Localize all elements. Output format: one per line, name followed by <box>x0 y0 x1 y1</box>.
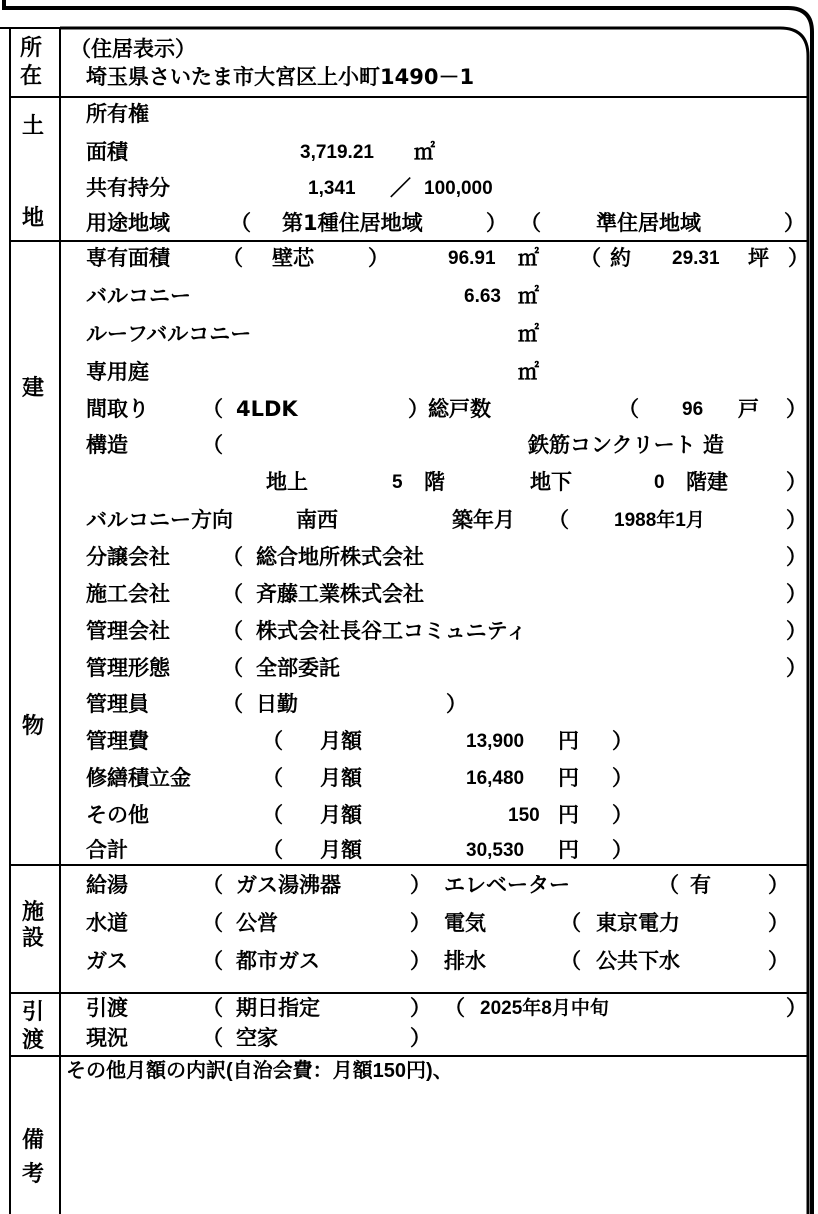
fee-close: ） <box>612 838 633 862</box>
land-rights: 所有権 <box>86 102 149 126</box>
bldg-direction-label: バルコニー方向 <box>86 508 233 532</box>
fee-label: その他 <box>86 803 149 827</box>
facility-open: （ <box>202 873 223 897</box>
location-heading: （住居表示） <box>70 37 196 61</box>
bldg-exclusive-open: （ <box>222 246 243 270</box>
label-hikiwatashi-1: 引 <box>22 1000 45 1025</box>
label-tatemono-2: 物 <box>22 714 45 739</box>
land-share-slash: ／ <box>390 176 411 200</box>
status-value: 空家 <box>236 1026 278 1050</box>
facility-value: 東京電力 <box>596 911 680 935</box>
fee-label: 合計 <box>86 838 128 862</box>
status-close: ） <box>410 1026 431 1050</box>
land-area-value: 3,719.21 <box>300 142 374 163</box>
facility-open: （ <box>658 873 679 897</box>
bldg-structure-close: ） <box>786 470 807 494</box>
facility-label: ガス <box>86 949 128 973</box>
fee-period: 月額 <box>320 803 362 827</box>
bldg-layout-close: ） <box>408 397 429 421</box>
label-shozai-2: 在 <box>20 64 43 89</box>
land-zoning-label: 用途地域 <box>86 211 170 235</box>
handover-open: （ <box>202 996 223 1020</box>
label-shisetsu-2: 設 <box>22 926 45 951</box>
bldg-tsubo-prefix: 約 <box>610 246 631 270</box>
bldg-exclusive-close: ） <box>368 246 389 270</box>
bldg-built-label: 築年月 <box>452 508 515 532</box>
label-tatemono-1: 建 <box>22 376 45 401</box>
bldg-mgmt-form-open: （ <box>222 656 243 680</box>
bldg-mgmt-form-close: ） <box>786 656 807 680</box>
fee-close: ） <box>612 766 633 790</box>
bldg-mgmt-form-value: 全部委託 <box>256 656 340 680</box>
bldg-roof-balcony-label: ルーフバルコニー <box>86 322 252 346</box>
bldg-exclusive-unit: ㎡ <box>518 246 539 270</box>
bldg-tsubo-unit: 坪 <box>748 246 769 270</box>
bldg-manager-close: ） <box>786 619 807 643</box>
label-biko-2: 考 <box>22 1162 45 1187</box>
bldg-seller-open: （ <box>222 545 243 569</box>
handover-label: 引渡 <box>86 996 128 1020</box>
fee-period: 月額 <box>320 766 362 790</box>
bldg-units-unit: 戸 <box>738 397 759 421</box>
facility-label: 排水 <box>444 949 486 973</box>
land-share-label: 共有持分 <box>86 176 170 200</box>
bldg-above-value: 5 <box>392 472 403 493</box>
fee-unit: 円 <box>558 729 579 753</box>
bldg-below-unit: 階建 <box>686 470 728 494</box>
status-open: （ <box>202 1026 223 1050</box>
bldg-builder-label: 施工会社 <box>86 582 170 606</box>
bldg-builder-open: （ <box>222 582 243 606</box>
facility-label: 電気 <box>444 911 486 935</box>
remarks-text: その他月額の内訳(自治会費：月額150円)、 <box>66 1060 453 1082</box>
bldg-staff-open: （ <box>222 692 243 716</box>
bldg-layout-value: 4LDK <box>236 397 298 421</box>
land-share-numerator: 1,341 <box>308 178 356 199</box>
label-biko-1: 備 <box>22 1128 45 1153</box>
label-shisetsu-1: 施 <box>22 900 45 925</box>
bldg-built-value: 1988年1月 <box>614 510 705 531</box>
land-zoning-open2: （ <box>520 211 541 235</box>
fee-open: （ <box>262 803 283 827</box>
bldg-tsubo-value: 29.31 <box>672 248 720 269</box>
fee-label: 管理費 <box>86 729 149 753</box>
facility-close: ） <box>410 873 431 897</box>
bldg-structure-open: （ <box>202 433 223 457</box>
fee-amount: 30,530 <box>466 840 525 861</box>
handover-date-close: ） <box>786 996 807 1020</box>
facility-label: 給湯 <box>86 873 128 897</box>
bldg-manager-value: 株式会社長谷工コミュニティ <box>256 619 527 643</box>
facility-value: 公共下水 <box>596 949 680 973</box>
facility-open: （ <box>560 911 581 935</box>
divider-handover <box>10 1055 808 1057</box>
handover-date-value: 2025年8月中旬 <box>480 998 609 1019</box>
bldg-builder-value: 斉藤工業株式会社 <box>256 582 424 606</box>
facility-label: エレベーター <box>444 873 570 897</box>
label-tochi-1: 土 <box>22 114 45 139</box>
bldg-tsubo-close: ） <box>788 246 809 270</box>
bldg-layout-label: 間取り <box>86 397 149 421</box>
bldg-exclusive-method: 壁芯 <box>272 246 314 270</box>
divider-land <box>10 240 808 242</box>
fee-amount: 16,480 <box>466 768 525 789</box>
bldg-layout-open: （ <box>202 397 223 421</box>
bldg-below-label: 地下 <box>530 470 572 494</box>
facility-value: 有 <box>690 873 711 897</box>
fee-unit: 円 <box>558 838 579 862</box>
bldg-units-close: ） <box>786 397 807 421</box>
handover-value: 期日指定 <box>236 996 320 1020</box>
land-area-label: 面積 <box>86 140 128 164</box>
facility-close: ） <box>410 911 431 935</box>
bldg-staff-value: 日勤 <box>256 692 298 716</box>
facility-close: ） <box>768 873 789 897</box>
facility-value: ガス湯沸器 <box>236 873 341 897</box>
label-hikiwatashi-2: 渡 <box>22 1028 45 1053</box>
label-tochi-2: 地 <box>22 206 45 231</box>
facility-value: 都市ガス <box>236 949 320 973</box>
bldg-exclusive-label: 専有面積 <box>86 246 170 270</box>
bldg-seller-value: 総合地所株式会社 <box>256 545 424 569</box>
bldg-structure-value: 鉄筋コンクリート 造 <box>528 433 724 457</box>
facility-open: （ <box>202 911 223 935</box>
bldg-staff-label: 管理員 <box>86 692 149 716</box>
bldg-builder-close: ） <box>786 582 807 606</box>
land-zoning-value1: 第1種住居地域 <box>282 211 423 235</box>
bldg-balcony-value: 6.63 <box>464 286 501 307</box>
fee-open: （ <box>262 766 283 790</box>
bldg-units-open: （ <box>618 397 639 421</box>
label-shozai-1: 所 <box>20 36 43 61</box>
fee-unit: 円 <box>558 766 579 790</box>
bldg-seller-label: 分譲会社 <box>86 545 170 569</box>
fee-close: ） <box>612 729 633 753</box>
bldg-seller-close: ） <box>786 545 807 569</box>
bldg-direction-value: 南西 <box>296 508 338 532</box>
fee-label: 修繕積立金 <box>86 766 191 790</box>
bldg-exclusive-value: 96.91 <box>448 248 496 269</box>
facility-value: 公営 <box>236 911 278 935</box>
fee-close: ） <box>612 803 633 827</box>
facility-close: ） <box>768 911 789 935</box>
land-area-unit: ㎡ <box>414 140 435 164</box>
facility-label: 水道 <box>86 911 128 935</box>
bldg-balcony-label: バルコニー <box>86 284 191 308</box>
bldg-above-unit: 階 <box>424 470 445 494</box>
bldg-manager-label: 管理会社 <box>86 619 170 643</box>
status-label: 現況 <box>86 1026 128 1050</box>
fee-period: 月額 <box>320 729 362 753</box>
bldg-staff-close: ） <box>446 692 467 716</box>
bldg-units-value: 96 <box>682 399 704 420</box>
facility-close: ） <box>768 949 789 973</box>
bldg-above-label: 地上 <box>266 470 308 494</box>
land-share-denominator: 100,000 <box>424 178 493 199</box>
fee-unit: 円 <box>558 803 579 827</box>
bldg-built-open: （ <box>548 508 569 532</box>
land-zoning-value2: 準住居地域 <box>596 211 701 235</box>
facility-open: （ <box>560 949 581 973</box>
fee-amount: 150 <box>508 805 540 826</box>
bldg-garden-label: 専用庭 <box>86 360 149 384</box>
fee-amount: 13,900 <box>466 731 525 752</box>
fee-open: （ <box>262 729 283 753</box>
fee-period: 月額 <box>320 838 362 862</box>
bldg-manager-open: （ <box>222 619 243 643</box>
bldg-units-label: 総戸数 <box>428 397 491 421</box>
divider-building <box>10 864 808 866</box>
bldg-garden-unit: ㎡ <box>518 360 539 384</box>
bldg-mgmt-form-label: 管理形態 <box>86 656 170 680</box>
fee-open: （ <box>262 838 283 862</box>
land-zoning-open1: （ <box>230 211 251 235</box>
bldg-below-value: 0 <box>654 472 665 493</box>
land-zoning-close1: ） <box>486 211 507 235</box>
bldg-balcony-unit: ㎡ <box>518 284 539 308</box>
handover-date-open: （ <box>444 996 465 1020</box>
location-address: 埼玉県さいたま市大宮区上小町1490－1 <box>86 65 475 89</box>
divider-location <box>10 96 808 98</box>
facility-open: （ <box>202 949 223 973</box>
bldg-roof-balcony-unit: ㎡ <box>518 322 539 346</box>
bldg-built-close: ） <box>786 508 807 532</box>
land-zoning-close2: ） <box>784 211 805 235</box>
facility-close: ） <box>410 949 431 973</box>
divider-facilities <box>10 992 808 994</box>
handover-close: ） <box>410 996 431 1020</box>
bldg-structure-label: 構造 <box>86 433 128 457</box>
bldg-tsubo-open: （ <box>580 246 601 270</box>
